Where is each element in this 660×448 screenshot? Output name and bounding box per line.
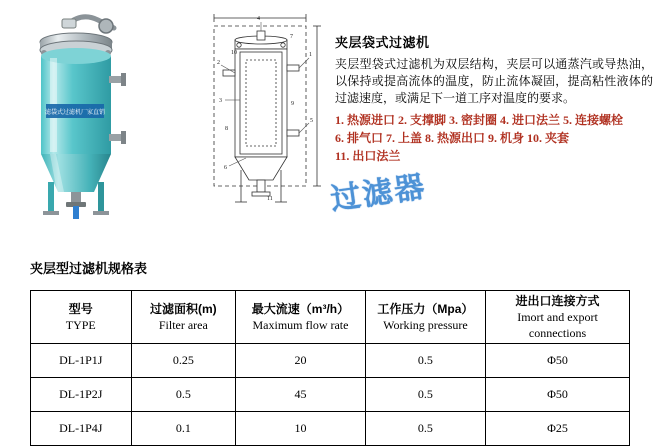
svg-text:6: 6 [224,165,227,171]
svg-text:2: 2 [217,60,220,66]
header-zh: 型号 [68,302,93,316]
svg-text:7: 7 [290,34,293,40]
table-caption: 夹层型过滤机规格表 [30,261,148,276]
cell-area: 0.25 [131,344,236,378]
header-en: Filter area [158,318,208,332]
svg-text:3: 3 [219,98,222,104]
header-cell-connections [486,291,630,344]
cell-flow: 10 [236,412,366,446]
svg-text:10: 10 [231,50,237,56]
product-photo [10,6,200,221]
product-title: 夹层袋式过滤机 [335,35,430,50]
table-row [31,378,630,412]
svg-text:9: 9 [291,101,294,107]
cell-type: DL-1P4J [31,412,132,446]
header-cell-flow-rate [236,291,366,344]
svg-text:1: 1 [309,52,312,58]
cell-conn: Φ50 [486,344,630,378]
parts-legend-line-2: 6. 排气口 7. 上盖 8. 热源出口 9. 机身 10. 夹套 [335,131,570,145]
cell-type: DL-1P1J [31,344,132,378]
photo-label: 滤袋式过滤机厂家直销 [44,110,106,116]
header-cell-type [31,291,132,344]
cell-conn: Φ25 [486,412,630,446]
cell-conn: Φ50 [486,378,630,412]
description-block [335,32,653,165]
header-en: Maximum flow rate [252,318,349,332]
svg-text:11: 11 [267,196,273,202]
cell-pressure: 0.5 [365,378,485,412]
header-cell-working-pressure [365,291,485,344]
header-cell-filter-area [131,291,236,344]
cell-flow: 20 [236,344,366,378]
watermark: 过滤器 [328,170,429,217]
svg-text:8: 8 [225,126,228,132]
cell-type: DL-1P2J [31,378,132,412]
header-zh: 过滤面积(m) [150,302,217,316]
cell-area: 0.5 [131,378,236,412]
cell-pressure: 0.5 [365,344,485,378]
svg-text:5: 5 [310,118,313,124]
header-en: Imort and export connections [517,310,598,340]
product-description: 夹层型袋式过滤机为双层结构，夹层可以通蒸汽或导热油，以保持或提高流体的温度，防止流体凝固，提高粘性液体的过滤速度，或满足下一道工序对温度的要求。 [335,57,653,105]
table-header-row [31,291,630,344]
header-zh: 最大流速（m³/h） [251,302,350,316]
parts-legend-line-1: 1. 热源进口 2. 支撑脚 3. 密封圈 4. 进口法兰 5. 连接螺栓 [335,113,624,127]
header-zh: 工作压力（Mpa） [377,302,474,316]
cell-flow: 45 [236,378,366,412]
table-row [31,344,630,378]
cell-pressure: 0.5 [365,412,485,446]
spec-table [30,290,630,446]
technical-drawing [205,10,325,210]
header-zh: 进出口连接方式 [515,294,600,308]
parts-legend [335,111,653,165]
cell-area: 0.1 [131,412,236,446]
header-en: TYPE [65,318,96,332]
header-en: Working pressure [383,318,468,332]
svg-text:4: 4 [257,16,260,22]
table-row [31,412,630,446]
parts-legend-line-3: 11. 出口法兰 [335,149,401,163]
